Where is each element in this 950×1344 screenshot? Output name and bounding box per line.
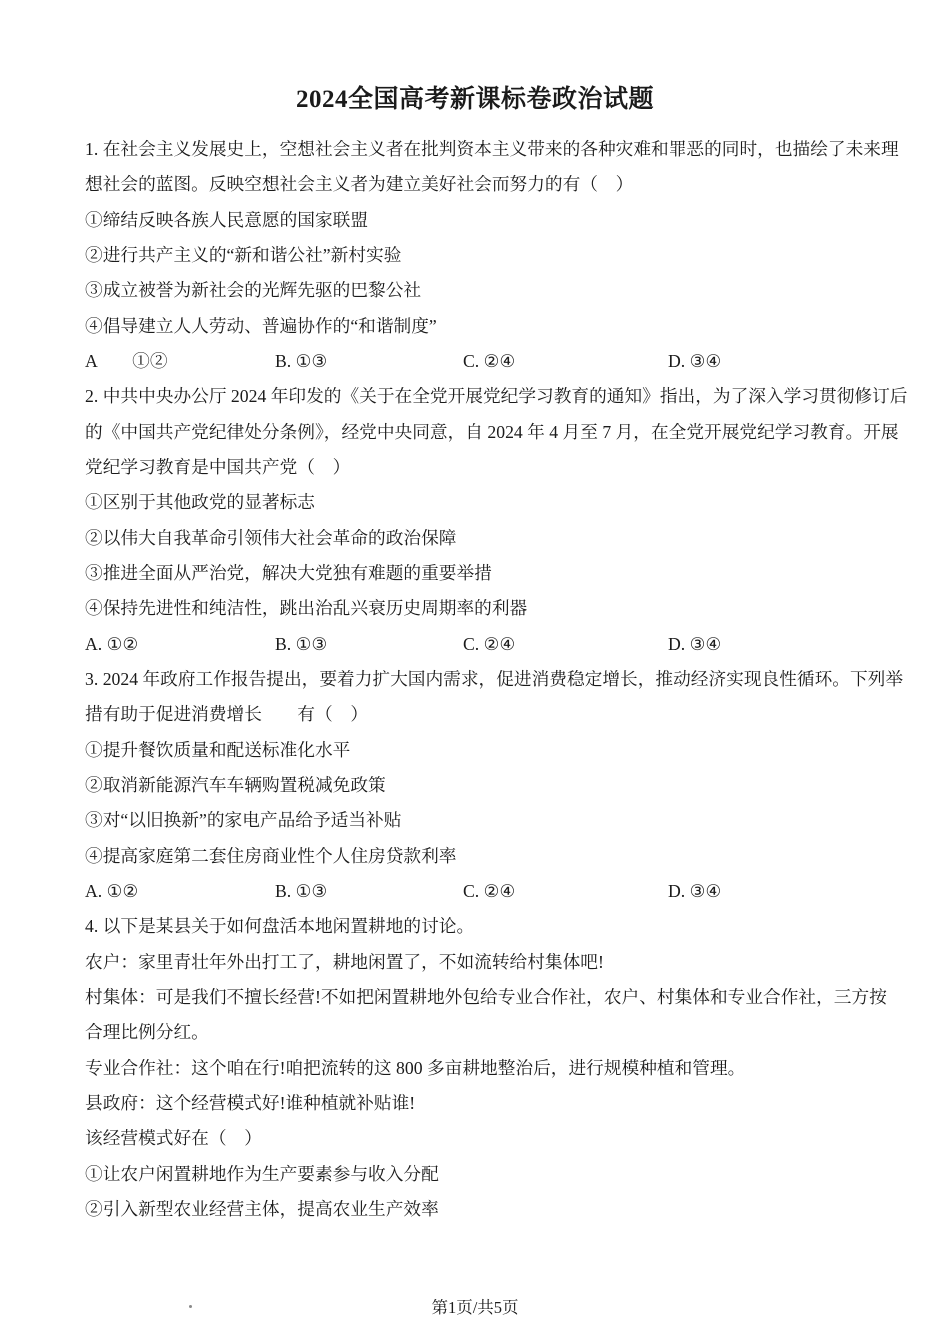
question-1-stem-line: 想社会的蓝图。反映空想社会主义者为建立美好社会而努力的有（ ）: [85, 174, 634, 195]
question-4-choice-item: ①让农户闲置耕地作为生产要素参与收入分配: [85, 1163, 439, 1184]
answer-option-d: D. ③④: [668, 350, 722, 371]
answer-option-b: B. ①③: [275, 350, 328, 371]
question-1-choice-item: ②进行共产主义的“新和谐公社”新村实验: [85, 244, 402, 265]
answer-option-d: D. ③④: [668, 880, 722, 901]
question-2-choice-item: ②以伟大自我革命引领伟大社会革命的政治保障: [85, 527, 457, 548]
question-3-choice-item: ④提高家庭第二套住房商业性个人住房贷款利率: [85, 845, 457, 866]
page-number: 第1页/共5页: [431, 1298, 519, 1317]
exam-body: [85, 132, 913, 1227]
question-4-dialogue-line: 专业合作社：这个咱在行!咱把流转的这 800 多亩耕地整治后，进行规模种植和管理。: [85, 1057, 746, 1078]
answer-option-b: B. ①③: [275, 880, 328, 901]
question-4-dialogue-line: 农户：家里青壮年外出打工了，耕地闲置了，不如流转给村集体吧!: [85, 951, 604, 972]
question-3-stem-line: 措有助于促进消费增长 有（ ）: [85, 704, 369, 725]
question-1-choice-item: ①缔结反映各族人民意愿的国家联盟: [85, 209, 369, 230]
question-3-choice-item: ②取消新能源汽车车辆购置税减免政策: [85, 774, 386, 795]
answer-option-c: C. ②④: [463, 350, 516, 371]
question-4-stem-line: 4. 以下是某县关于如何盘活本地闲置耕地的讨论。: [85, 916, 475, 937]
question-1-answer-options-row: [85, 344, 913, 379]
question-4-dialogue-line: 合理比例分红。: [85, 1022, 209, 1043]
answer-option-a: A. ①②: [85, 633, 139, 654]
question-4-dialogue-line: 村集体：可是我们不擅长经营!不如把闲置耕地外包给专业合作社，农户、村集体和专业合作社，三方按: [85, 986, 887, 1007]
answer-option-c: C. ②④: [463, 633, 516, 654]
question-3-choice-item: ③对“以旧换新”的家电产品给予适当补贴: [85, 810, 402, 831]
question-3-choice-item: ①提升餐饮质量和配送标准化水平: [85, 739, 351, 760]
answer-option-b: B. ①③: [275, 633, 328, 654]
question-2-choice-item: ③推进全面从严治党，解决大党独有难题的重要举措: [85, 562, 492, 583]
page-title: 2024全国高考新课标卷政治试题: [295, 86, 654, 113]
question-1-choice-item: ③成立被誉为新社会的光辉先驱的巴黎公社: [85, 280, 422, 301]
question-1-stem-line: 1. 在社会主义发展史上，空想社会主义者在批判资本主义带来的各种灾难和罪恶的同时，也描绘了未来理: [85, 139, 899, 159]
question-4-dialogue-line: 县政府：这个经营模式好!谁种植就补贴谁!: [85, 1092, 416, 1113]
question-2-stem-line: 党纪学习教育是中国共产党（ ）: [85, 456, 351, 477]
question-4-stem-line: 该经营模式好在（ ）: [85, 1128, 262, 1149]
answer-option-a: A ①②: [85, 350, 168, 371]
question-2-stem-line: 的《中国共产党纪律处分条例》，经党中央同意，自 2024 年 4 月至 7 月，在全党开展党纪学习教育。开展: [85, 421, 899, 442]
question-3-stem-line: 3. 2024 年政府工作报告提出，要着力扩大国内需求，促进消费稳定增长，推动经济实现良性循环。下列举: [85, 668, 904, 689]
answer-option-d: D. ③④: [668, 633, 722, 654]
answer-option-c: C. ②④: [463, 880, 516, 901]
question-3-answer-options-row: [85, 874, 913, 909]
answer-option-a: A. ①②: [85, 880, 139, 901]
question-4-choice-item: ②引入新型农业经营主体，提高农业生产效率: [85, 1198, 439, 1219]
question-2-answer-options-row: [85, 627, 913, 662]
question-2-choice-item: ①区别于其他政党的显著标志: [85, 492, 315, 513]
question-2-stem-line: 2. 中共中央办公厅 2024 年印发的《关于在全党开展党纪学习教育的通知》指出，为了深入学习贯彻修订后: [85, 386, 908, 407]
question-1-choice-item: ④倡导建立人人劳动、普遍协作的“和谐制度”: [85, 315, 437, 336]
question-2-choice-item: ④保持先进性和纯洁性，跳出治乱兴衰历史周期率的利器: [85, 598, 528, 619]
